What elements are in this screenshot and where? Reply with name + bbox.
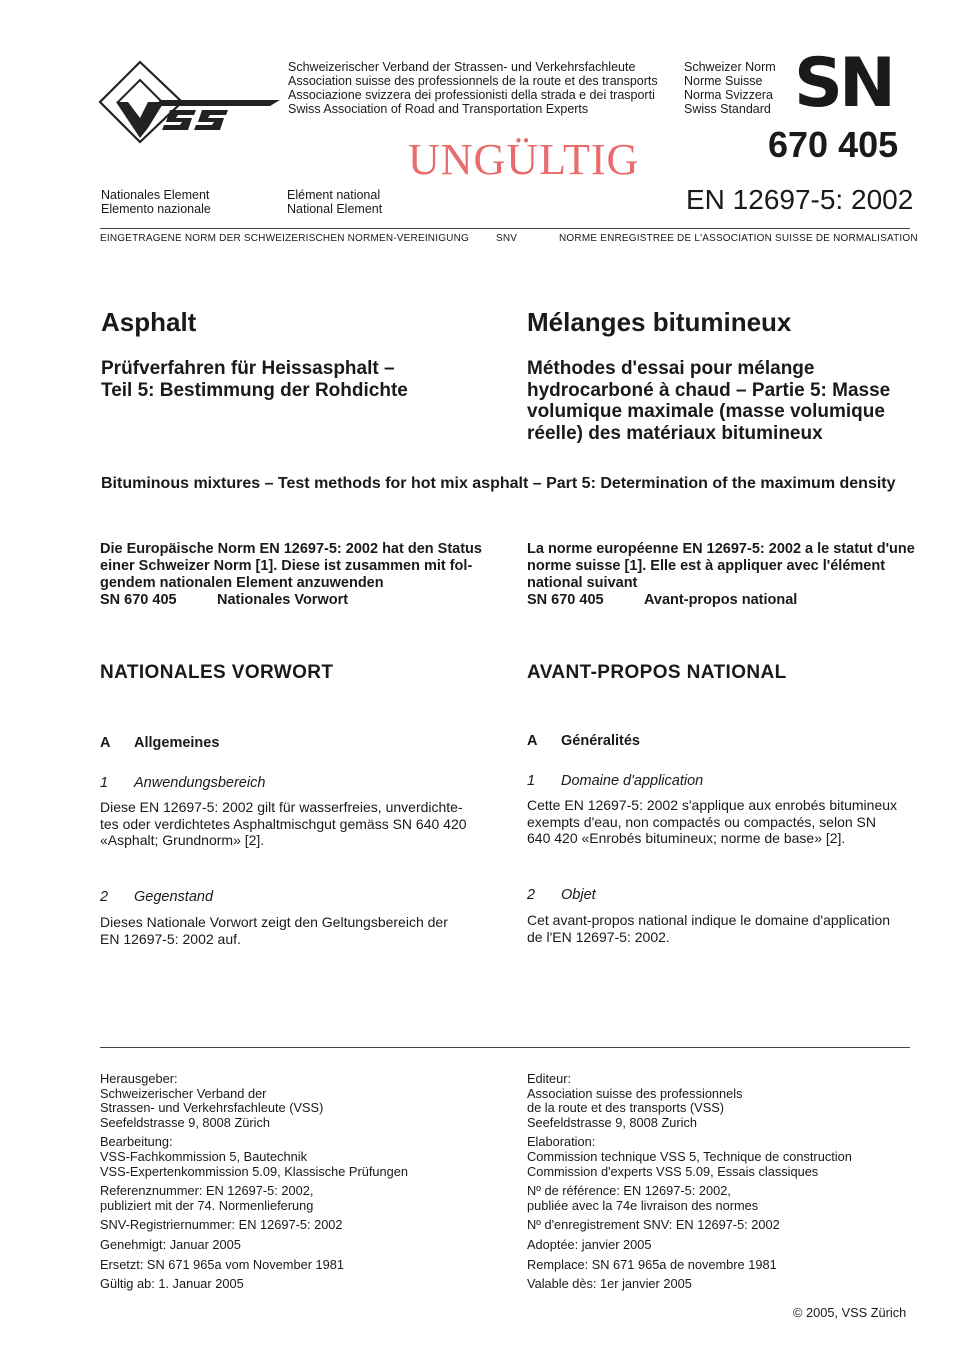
element-fr-line: National Element [287, 202, 383, 216]
section-1-de-text [100, 799, 490, 849]
section-2-de-title: Gegenstand [134, 889, 214, 905]
status-fr-line: La norme européenne EN 12697-5: 2002 a le statut d'une [527, 541, 915, 557]
imprint-line: publiée avec la 74e livraison des normes [527, 1197, 759, 1213]
heading-de: NATIONALES VORWORT [100, 662, 334, 683]
imprint-line: publiziert mit der 74. Normenlieferung [100, 1197, 314, 1213]
imprint-line: Commission d'experts VSS 5.09, Essais classiques [527, 1163, 819, 1179]
section-2-fr-title: Objet [561, 887, 596, 903]
vss-logo [98, 58, 280, 148]
imprint-line: Association suisse des professionnels [527, 1085, 743, 1101]
copyright: © 2005, VSS Zürich [793, 1305, 907, 1320]
section-1-fr-title: Domaine d'application [561, 773, 704, 789]
imprint-line: Herausgeber: [100, 1071, 178, 1086]
subtitle-de [101, 358, 408, 401]
body-line: tes oder verdichtetes Asphaltmischgut gemäss SN 640 420 [100, 815, 467, 832]
section-1-de [100, 775, 265, 791]
imprint-line: Seefeldstrasse 9, 8008 Zurich [527, 1114, 698, 1130]
subtitle-fr-line: Méthodes d'essai pour mélange [527, 358, 815, 379]
title-en: Bituminous mixtures – Test methods for hot mix asphalt – Part 5: Determination of the maximum density [101, 475, 896, 492]
status-fr-line: norme suisse [1]. Elle est à appliquer avec l'élément [527, 558, 886, 574]
section-a-fr-title: Généralités [561, 733, 640, 749]
imprint-line: SNV-Registriernummer: EN 12697-5: 2002 [100, 1217, 343, 1233]
section-2-de-text [100, 914, 490, 947]
status-fr-ref-label: Avant-propos national [644, 592, 798, 608]
imprint-line: Nº de référence: EN 12697-5: 2002, [527, 1183, 731, 1199]
imprint-line: Commission technique VSS 5, Technique de construction [527, 1148, 852, 1164]
logo-text: VSS [248, 146, 251, 147]
status-de [100, 541, 490, 609]
element-de [101, 188, 211, 216]
section-2-de [100, 889, 213, 905]
section-1-fr [527, 773, 703, 789]
norm-line: Swiss Standard [684, 102, 771, 116]
subtitle-fr-line: réelle) des matériaux bitumineux [527, 422, 823, 444]
norm-line: Norma Svizzera [684, 88, 773, 102]
rule-left-text: EINGETRAGENE NORM DER SCHWEIZERISCHEN NORMEN-VEREINIGUNG [100, 233, 470, 244]
section-2-fr-text [527, 912, 917, 945]
footer-rule [100, 1047, 910, 1048]
section-a-de-letter: A [100, 735, 111, 751]
subtitle-fr [527, 358, 927, 444]
imprint-line: VSS-Expertenkommission 5.09, Klassische Prüfungen [100, 1163, 408, 1179]
title-fr: Mélanges bitumineux [527, 307, 792, 337]
imprint-fr [527, 1072, 927, 1292]
subtitle-fr-line: volumique maximale (masse volumique [527, 401, 885, 422]
element-de-line: Nationales Element [101, 188, 210, 202]
en-number: EN 12697-5: 2002 [686, 184, 914, 215]
norm-number: 670 405 [768, 124, 899, 165]
rule-mid-text: SNV [496, 233, 518, 244]
element-de-line: Elemento nazionale [101, 202, 211, 216]
imprint-line: de la route et des transports (VSS) [527, 1100, 725, 1116]
section-a-fr-letter: A [527, 733, 538, 749]
imprint-line: Referenznummer: EN 12697-5: 2002, [100, 1183, 314, 1199]
subtitle-fr-line: hydrocarboné à chaud – Partie 5: Masse [527, 379, 891, 401]
title-de: Asphalt [101, 307, 197, 337]
imprint-line: Bearbeitung: [100, 1134, 173, 1150]
status-de-line: Die Europäische Norm EN 12697-5: 2002 hat den Status [100, 541, 482, 557]
body-line: Cette EN 12697-5: 2002 s'applique aux enrobés bitumineux [527, 797, 898, 813]
header-rule [100, 228, 910, 229]
norm-line: Schweizer Norm [684, 60, 776, 74]
status-fr-line: national suivant [527, 575, 638, 591]
section-2-fr-num: 2 [527, 887, 536, 903]
imprint-line: Schweizerischer Verband der [100, 1085, 267, 1101]
section-a-de [100, 735, 219, 751]
invalid-stamp: UNGÜLTIG [408, 135, 640, 184]
body-line: EN 12697-5: 2002 auf. [100, 930, 241, 947]
section-1-de-title: Anwendungsbereich [134, 775, 266, 791]
heading-fr: AVANT-PROPOS NATIONAL [527, 662, 787, 683]
section-1-de-num: 1 [100, 775, 109, 791]
body-line: «Asphalt; Grundnorm» [2]. [100, 832, 265, 848]
section-1-fr-text [527, 797, 917, 847]
imprint-line: Strassen- und Verkehrsfachleute (VSS) [100, 1100, 324, 1116]
rule-right-text: NORME ENREGISTREE DE L'ASSOCIATION SUISSE DE NORMALISATION [559, 233, 918, 244]
imprint-line: Editeur: [527, 1071, 572, 1086]
org-line: Association suisse des professionnels de la route et des transports [288, 74, 658, 88]
imprint-line: Genehmigt: Januar 2005 [100, 1236, 241, 1252]
status-fr [527, 541, 917, 609]
imprint-line: VSS-Fachkommission 5, Bautechnik [100, 1148, 307, 1164]
imprint-line: Elaboration: [527, 1134, 596, 1150]
imprint-line: Nº d'enregistrement SNV: EN 12697-5: 2002 [527, 1217, 780, 1233]
section-2-fr [527, 887, 596, 903]
sn-logo: SN [794, 44, 892, 123]
body-line: exempts d'eau, non compactés ou compactés, selon SN [527, 813, 876, 830]
element-fr-line: Elément national [287, 188, 381, 202]
org-line: Swiss Association of Road and Transportation Experts [288, 102, 589, 116]
norm-type-labels [684, 60, 794, 116]
imprint-line: Gültig ab: 1. Januar 2005 [100, 1276, 244, 1292]
org-line: Associazione svizzera dei professionisti della strada e dei trasporti [288, 88, 655, 102]
body-line: 640 420 «Enrobés bitumineux; norme de base» [2]. [527, 830, 846, 846]
imprint-line: Seefeldstrasse 9, 8008 Zürich [100, 1114, 271, 1130]
body-line: Dieses Nationale Vorwort zeigt den Geltungsbereich der [100, 914, 448, 930]
status-de-ref: SN 670 405 [100, 592, 177, 608]
norm-line: Norme Suisse [684, 74, 763, 88]
imprint-line: Ersetzt: SN 671 965a vom November 1981 [100, 1256, 344, 1272]
section-2-de-num: 2 [100, 889, 109, 905]
element-fr [287, 188, 382, 216]
section-a-fr [527, 733, 640, 749]
status-fr-ref: SN 670 405 [527, 592, 604, 608]
imprint-line: Remplace: SN 671 965a de novembre 1981 [527, 1256, 777, 1272]
imprint-line: Valable dès: 1er janvier 2005 [527, 1276, 692, 1292]
status-de-ref-label: Nationales Vorwort [217, 592, 349, 608]
org-names [288, 60, 678, 116]
body-line: de l'EN 12697-5: 2002. [527, 928, 670, 945]
status-de-line: einer Schweizer Norm [1]. Diese ist zusammen mit fol- [100, 558, 473, 574]
section-a-de-title: Allgemeines [134, 735, 220, 751]
section-1-fr-num: 1 [527, 773, 536, 789]
org-line: Schweizerischer Verband der Strassen- und Verkehrsfachleute [288, 60, 636, 74]
subtitle-de-line: Teil 5: Bestimmung der Rohdichte [101, 379, 408, 401]
imprint-de [100, 1072, 500, 1292]
subtitle-de-line: Prüfverfahren für Heissasphalt – [101, 358, 395, 379]
status-de-line: gendem nationalen Element anzuwenden [100, 575, 384, 591]
body-line: Cet avant-propos national indique le domaine d'application [527, 912, 891, 928]
body-line: Diese EN 12697-5: 2002 gilt für wasserfreies, unverdichte- [100, 799, 463, 815]
imprint-line: Adoptée: janvier 2005 [527, 1236, 652, 1252]
